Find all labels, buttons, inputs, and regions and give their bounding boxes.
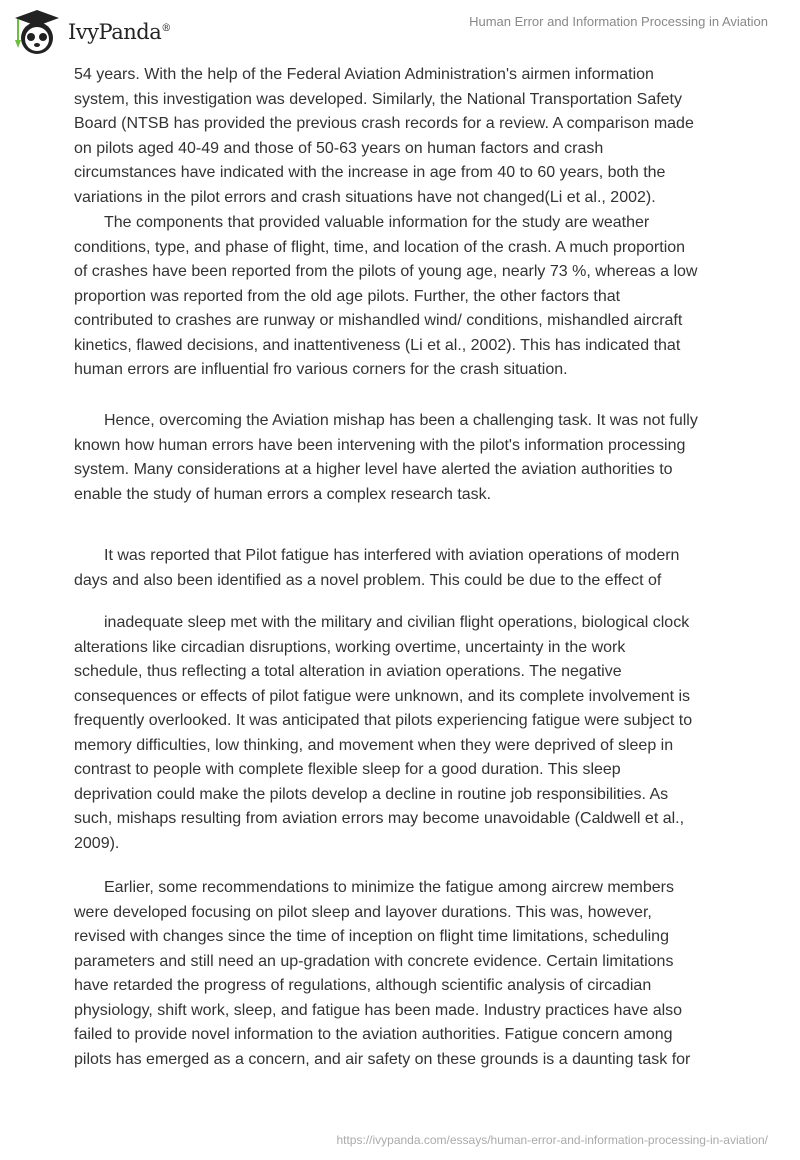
paragraph bbox=[74, 63, 774, 210]
text-line: were developed focusing on pilot sleep and layover durations. This was, however, bbox=[74, 903, 652, 921]
text-line: parameters and still need an up-gradation with concrete evidence. Certain limitations bbox=[74, 952, 674, 970]
text-line: on pilots aged 40-49 and those of 50-63 years on human factors and crash bbox=[74, 139, 604, 157]
text-line: 54 years. With the help of the Federal Aviation Administration's airmen information bbox=[74, 66, 654, 83]
text-line: It was reported that Pilot fatigue has interfered with aviation operations of modern bbox=[104, 547, 680, 564]
text-line: variations in the pilot errors and crash situations have not changed(Li et al., 2002). bbox=[74, 188, 656, 206]
text-line: inadequate sleep met with the military and civilian flight operations, biological clock bbox=[104, 614, 690, 631]
text-line: revised with changes since the time of inception on flight time limitations, scheduling bbox=[74, 928, 669, 945]
text-line: kinetics, flawed decisions, and inattentiveness (Li et al., 2002). This has indicated that bbox=[74, 336, 681, 354]
text-line: consequences or effects of pilot fatigue were unknown, and its complete involvement is bbox=[74, 687, 691, 705]
brand-name: IvyPanda bbox=[68, 20, 162, 44]
text-line: Board (NTSB has provided the previous crash records for a review. A comparison made bbox=[74, 115, 694, 132]
text-line: known how human errors have been intervening with the pilot's information processing bbox=[74, 436, 686, 454]
text-line: of crashes have been reported from the pilots of young age, nearly 73 %, whereas a low bbox=[74, 263, 698, 280]
text-line: 2009). bbox=[74, 834, 120, 852]
panda-graduate-icon bbox=[12, 8, 62, 56]
text-line: days and also been identified as a novel problem. This could be due to the effect of bbox=[74, 571, 662, 589]
text-line: Earlier, some recommendations to minimize the fatigue among aircrew members bbox=[104, 879, 675, 896]
text-line: schedule, thus reflecting a total alteration in aviation operations. The negative bbox=[74, 663, 622, 680]
text-line: conditions, type, and phase of flight, time, and location of the crash. A much proportion bbox=[74, 238, 686, 256]
paragraph bbox=[74, 611, 774, 856]
text-line: failed to provide novel information to the aviation authorities. Fatigue concern among bbox=[74, 1026, 673, 1043]
text-line: alterations like circadian disruptions, working overtime, uncertainty in the work bbox=[74, 638, 626, 656]
text-line: enable the study of human errors a complex research task. bbox=[74, 485, 492, 503]
text-line: deprivation could make the pilots develop a decline in routine job responsibilities. As bbox=[74, 785, 669, 803]
text-line: pilots has emerged as a concern, and air safety on these grounds is a daunting task for bbox=[74, 1050, 691, 1068]
registered-mark: ® bbox=[161, 23, 171, 34]
text-line: circumstances have indicated with the increase in age from 40 to 60 years, both the bbox=[74, 164, 666, 181]
text-line: such, mishaps resulting from aviation errors may become unavoidable (Caldwell et al., bbox=[74, 810, 685, 827]
text-line: contributed to crashes are runway or mishandled wind/ conditions, mishandled aircraft bbox=[74, 312, 683, 329]
footer-url-link[interactable]: https://ivypanda.com/essays/human-error-and-information-processing-in-aviation/ bbox=[336, 1133, 768, 1147]
text-line: have retarded the progress of regulations, although scientific analysis of circadian bbox=[74, 977, 652, 994]
text-line: The components that provided valuable information for the study are weather bbox=[104, 214, 650, 231]
text-line: proportion was reported from the old age pilots. Further, the other factors that bbox=[74, 287, 621, 305]
text-line: system. Many considerations at a higher level have alerted the aviation authorities to bbox=[74, 461, 673, 478]
text-line: Hence, overcoming the Aviation mishap has been a challenging task. It was not fully bbox=[104, 412, 698, 429]
paragraph bbox=[74, 211, 774, 383]
text-line: human errors are influential fro various corners for the crash situation. bbox=[74, 361, 568, 378]
text-line: physiology, shift work, sleep, and fatigue has been made. Industry practices have also bbox=[74, 1001, 683, 1019]
paragraph bbox=[74, 544, 774, 593]
paragraph bbox=[74, 409, 774, 507]
document-title: Human Error and Information Processing in Aviation bbox=[469, 14, 768, 29]
text-line: system, this investigation was developed. Similarly, the National Transportation Safety bbox=[74, 90, 682, 108]
text-line: contrast to people with complete flexible sleep for a good duration. This sleep bbox=[74, 761, 621, 778]
ivypanda-logo[interactable] bbox=[12, 8, 171, 56]
paragraph bbox=[74, 876, 774, 1072]
text-line: memory difficulties, low thinking, and movement when they were deprived of sleep in bbox=[74, 736, 674, 754]
text-line: frequently overlooked. It was anticipated that pilots experiencing fatigue were subject to bbox=[74, 712, 693, 729]
